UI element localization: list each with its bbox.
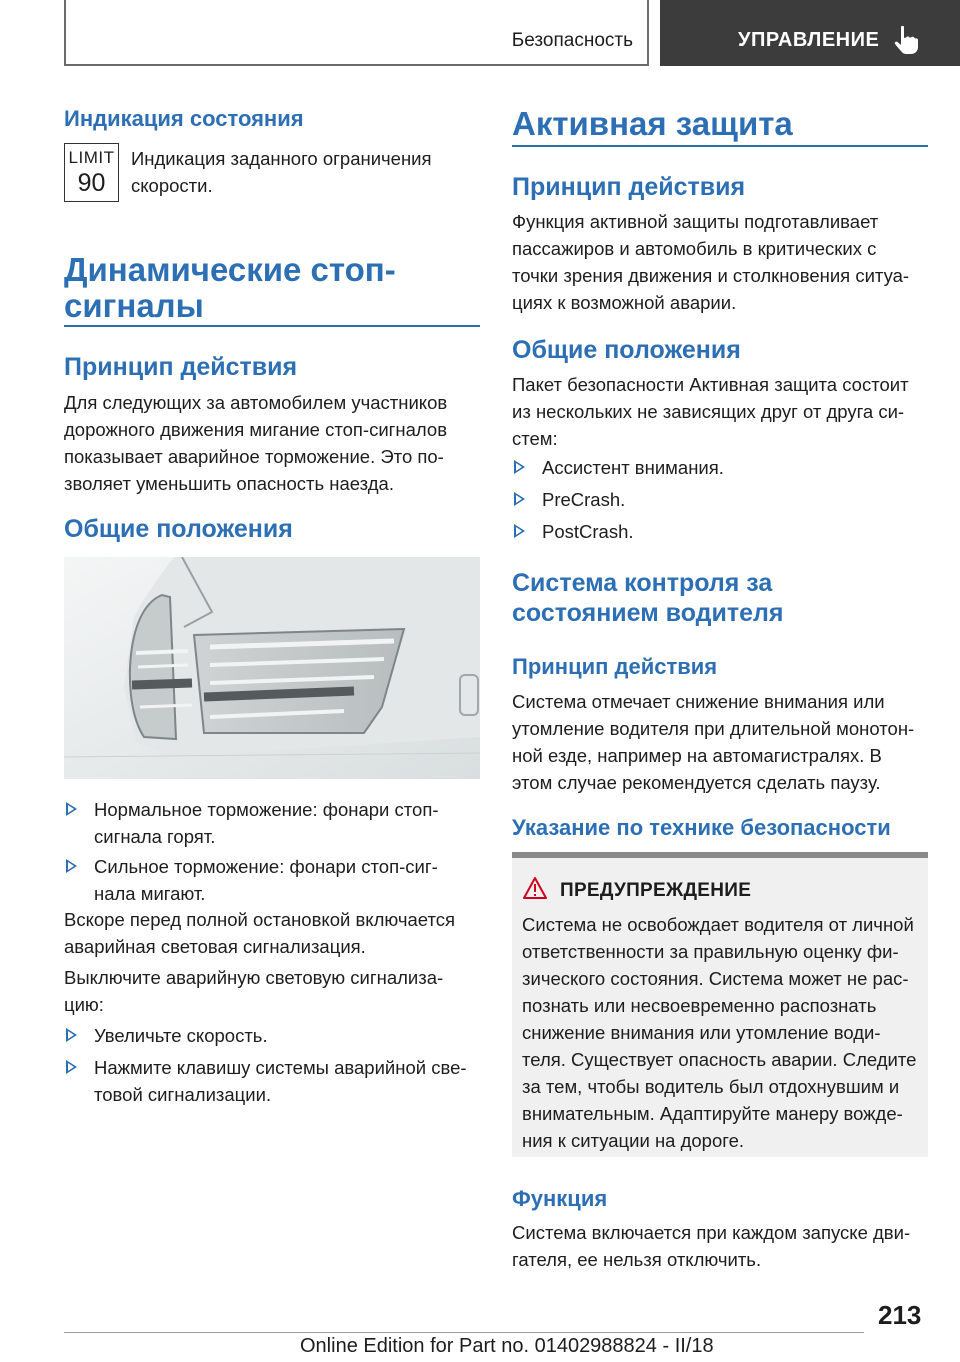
warning-line: ответственности за правильную оценку фи-	[522, 941, 899, 962]
driver-title-line-2: состоянием водителя	[512, 599, 784, 627]
principle-heading: Принцип действия	[512, 173, 746, 201]
limit-sign-icon	[64, 143, 119, 202]
page-number: 213	[878, 1300, 922, 1330]
principle-line: дорожного движения мигание стоп-сигналов	[64, 419, 448, 440]
status-text-line-2: скорости.	[131, 175, 213, 196]
list-item-line: PreCrash.	[542, 489, 626, 510]
limit-sign-label: LIMIT	[68, 148, 115, 167]
warning-triangle-icon	[522, 876, 548, 900]
function-heading: Функция	[512, 1186, 608, 1211]
warning-line: Система не освобождает водителя от личной	[522, 914, 914, 935]
list-item-line: Нормальное торможение: фонари стоп-	[94, 799, 439, 820]
list-item	[64, 1022, 480, 1049]
driver-principle-heading: Принцип действия	[512, 654, 718, 679]
principle-line: зволяет уменьшить опасность наезда.	[64, 473, 394, 494]
list-item	[64, 796, 480, 850]
principle-line: пассажиров и автомобиль в критических с	[512, 238, 877, 259]
warning-line: познать или несвоевременно распознать	[522, 995, 877, 1016]
function-line: Система включается при каждом запуске дви-	[512, 1222, 911, 1243]
warning-line: внимательным. Адаптируйте манеру вожде-	[522, 1103, 903, 1124]
warning-line: за тем, чтобы водитель был отдохнувшим и	[522, 1076, 900, 1097]
principle-line: циях к возможной аварии.	[512, 292, 737, 313]
general-line: стем:	[512, 428, 558, 449]
tail-light-photo	[64, 557, 480, 779]
general-line: из нескольких не зависящих друг от друга си-	[512, 401, 905, 422]
principle-line: Функция активной защиты подготавливает	[512, 211, 879, 232]
warning-line: теля. Существует опасность аварии. Следите	[522, 1049, 917, 1070]
bullet-triangle-icon	[66, 1060, 77, 1074]
section-title-line-1: Динамические стоп-	[64, 251, 396, 288]
list-item-line: Ассистент внимания.	[542, 457, 724, 478]
list-item-line: товой сигнализации.	[94, 1084, 272, 1105]
list-item	[512, 518, 928, 545]
paragraph-line: аварийная световая сигнализация.	[64, 936, 366, 957]
principle-line: Для следующих за автомобилем участников	[64, 392, 448, 413]
limit-sign-value: 90	[77, 169, 106, 197]
tail-light-illustration	[64, 557, 480, 779]
warning-line: ния к ситуации на дороге.	[522, 1130, 745, 1151]
bullet-triangle-icon	[66, 859, 77, 873]
driver-principle-line: Система отмечает снижение внимания или	[512, 691, 885, 712]
list-item-line: Нажмите клавишу системы аварийной све-	[94, 1057, 467, 1078]
safety-heading: Указание по технике безопасности	[512, 815, 891, 840]
status-text-line-1: Индикация заданного ограничения	[131, 148, 432, 169]
bullet-triangle-icon	[514, 492, 525, 506]
warning-line: снижение внимания или утомление води-	[522, 1022, 881, 1043]
general-heading: Общие положения	[64, 515, 293, 543]
header-section-box	[64, 0, 649, 66]
driver-title-line-1: Система контроля за	[512, 569, 773, 597]
status-heading: Индикация состояния	[64, 106, 304, 131]
footer-rule	[64, 1332, 864, 1333]
section-title-rule	[64, 325, 480, 327]
general-heading: Общие положения	[512, 336, 741, 364]
header-chapter-label: УПРАВЛЕНИЕ	[738, 29, 880, 51]
driver-principle-line: этом случае рекомендуется сделать паузу.	[512, 772, 881, 793]
list-item-line: Увеличьте скорость.	[94, 1025, 268, 1046]
footer-edition: Online Edition for Part no. 01402988824 - II/18	[300, 1335, 714, 1357]
principle-heading: Принцип действия	[64, 353, 298, 381]
principle-line: показывает аварийное торможение. Это по-	[64, 446, 444, 467]
list-item-line: PostCrash.	[542, 521, 634, 542]
general-line: Пакет безопасности Активная защита состоит	[512, 374, 909, 395]
active-protection-rule	[512, 145, 928, 147]
function-line: гателя, ее нельзя отключить.	[512, 1249, 762, 1270]
list-item-line: сигнала горят.	[94, 826, 216, 847]
driver-principle-line: утомление водителя при длительной монотон-	[512, 718, 915, 739]
paragraph-line: Вскоре перед полной остановкой включается	[64, 909, 456, 930]
list-item	[64, 853, 480, 907]
principle-line: точки зрения движения и столкновения ситуа-	[512, 265, 910, 286]
header-section-label: Безопасность	[511, 30, 633, 51]
list-item-line: нала мигают.	[94, 883, 206, 904]
warning-line: зического состояния. Система может не рас-	[522, 968, 909, 989]
bullet-triangle-icon	[514, 460, 525, 474]
paragraph-line: Выключите аварийную световую сигнализа-	[64, 967, 444, 988]
bullet-triangle-icon	[66, 1028, 77, 1042]
paragraph-line: цию:	[64, 994, 104, 1015]
active-protection-title: Активная защита	[512, 105, 793, 142]
bullet-triangle-icon	[514, 524, 525, 538]
list-item	[512, 454, 928, 481]
driver-principle-line: ной езде, например на автомагистралях. В	[512, 745, 882, 766]
hand-pointer-icon	[893, 25, 919, 55]
list-item	[64, 1054, 480, 1108]
bullet-triangle-icon	[66, 802, 77, 816]
list-item-line: Сильное торможение: фонари стоп-сиг-	[94, 856, 438, 877]
section-title-line-2: сигналы	[64, 287, 204, 324]
warning-title: ПРЕДУПРЕЖДЕНИЕ	[560, 880, 752, 901]
list-item	[512, 486, 928, 513]
